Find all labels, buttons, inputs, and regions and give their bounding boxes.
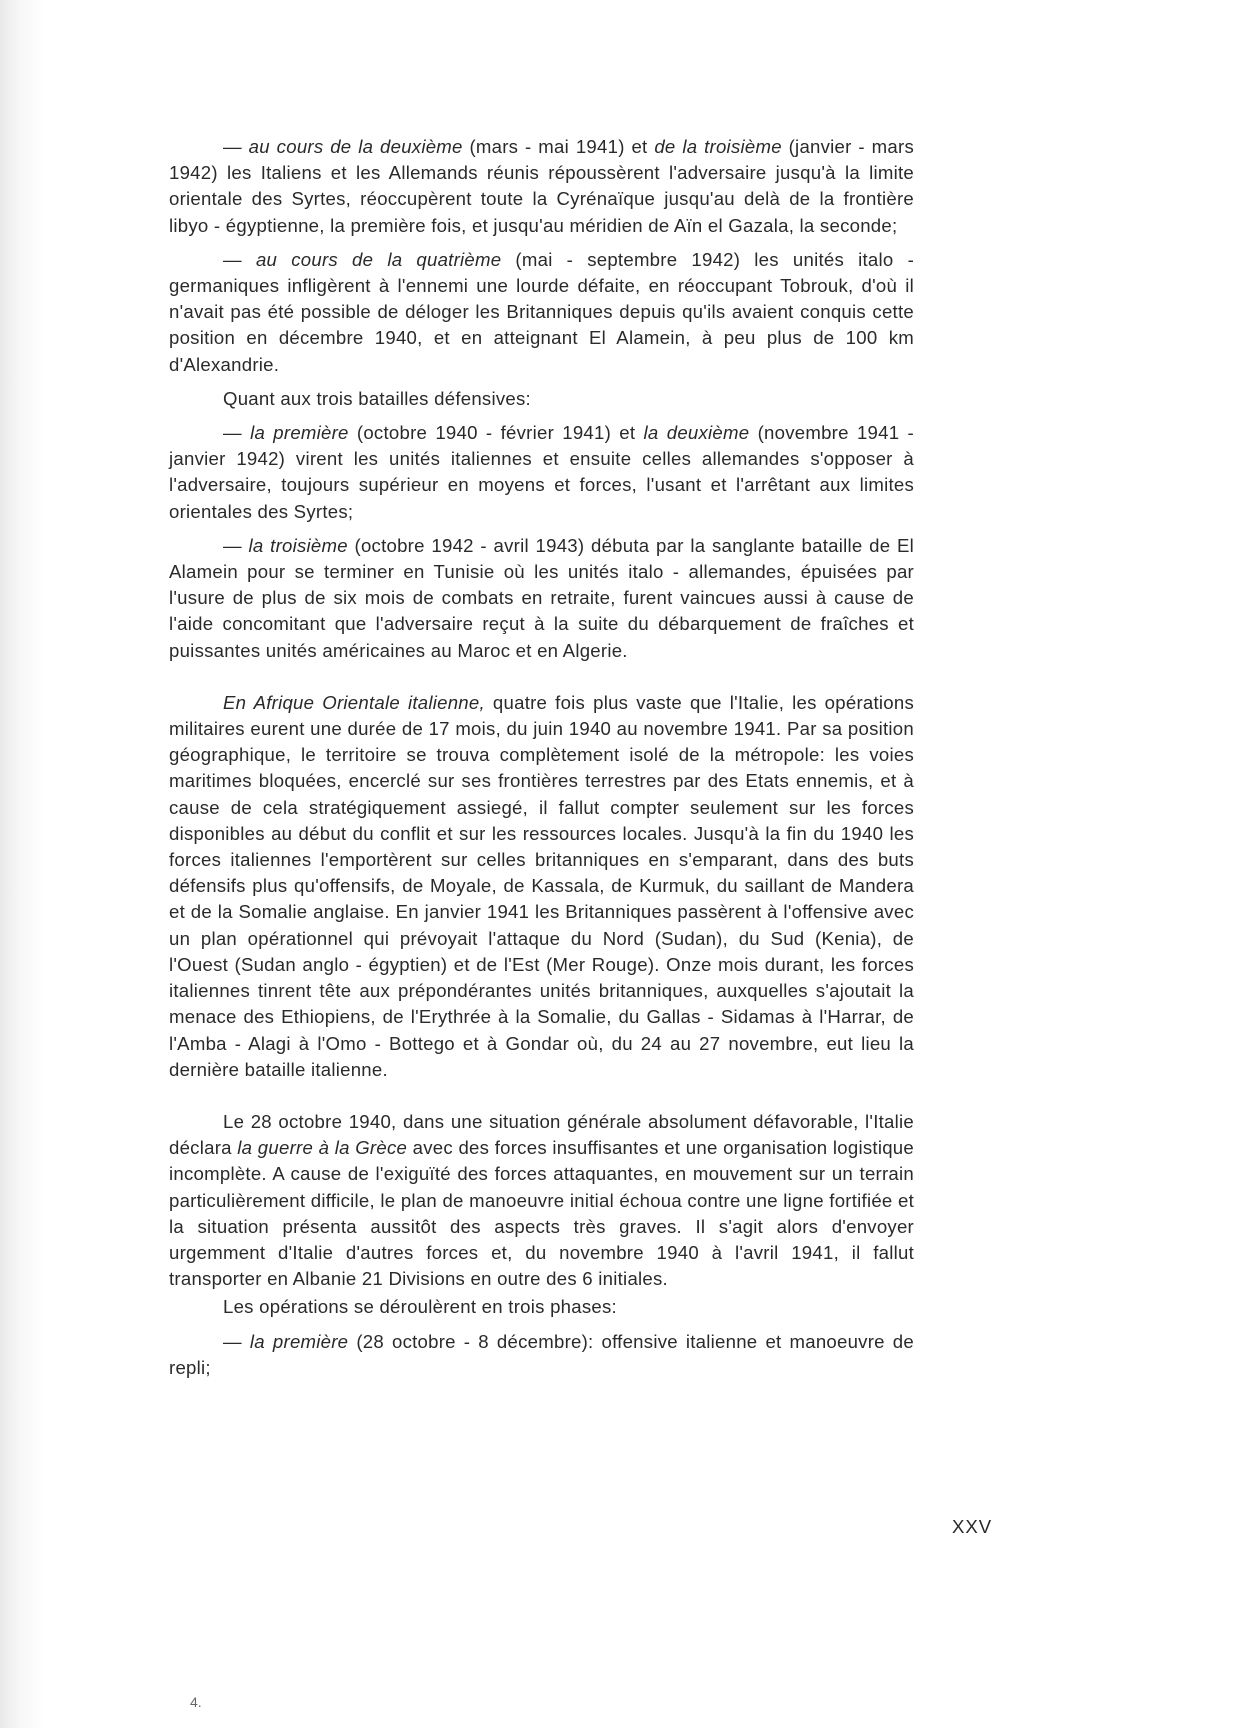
- signature-mark: 4.: [190, 1694, 202, 1710]
- paragraph: [169, 690, 914, 1083]
- italic-run: la première: [250, 422, 349, 444]
- text-run: (mars - mai 1941) et: [462, 136, 655, 157]
- page-number: XXV: [952, 1516, 993, 1537]
- text-run: (janvier - mars 1942) les Italiens et les Allemands réunis répoussèrent l'adversaire jusqu'à la limite orientale des Syrtes, réoccupèrent toute la Cyrénaïque jusqu'au delà de la frontière libyo - égyptienne, la première fois, et jusqu'au méridien de Aïn el Gazala, la seconde;: [169, 136, 914, 236]
- text-run: Le 28 octobre 1940, dans une situation générale absolument défavorable, l'Italie déclara: [169, 1110, 914, 1159]
- italic-run: En Afrique Orientale italienne,: [223, 691, 485, 713]
- paragraph: [169, 1329, 914, 1381]
- text-run: Les opérations se déroulèrent en trois phases:: [223, 1296, 617, 1318]
- body-text: [169, 134, 914, 1381]
- italic-run: la guerre à la Grèce: [237, 1137, 408, 1159]
- text-run: —: [223, 1330, 250, 1352]
- paragraph: [169, 134, 914, 239]
- italic-run: la deuxième: [643, 422, 750, 444]
- text-run: avec des forces insuffisantes et une organisation logistique incomplète. A cause de l'exiguïté des forces attaquantes, en mouvement sur un terrain particulièrement difficile, le plan de manoeuvre initial échoua contre une ligne fortifiée et la situation présenta aussitôt des aspects très graves. Il s'agit alors d'envoyer urgemment d'Italie d'autres forces et, du novembre 1940 à l'avril 1941, il fallut transporter en Albanie 21 Divisions en outre des 6 initiales.: [169, 1137, 914, 1290]
- text-run: —: [223, 136, 249, 157]
- text-run: (novembre 1941 - janvier 1942) virent les unités italiennes et ensuite celles allemandes s'opposer à l'adversaire, toujours supérieur en moyens et forces, l'usant et l'arrêtant aux limites orientales des Syrtes;: [169, 422, 914, 522]
- text-run: quatre fois plus vaste que l'Italie, les opérations militaires eurent une durée de 17 mois, du juin 1940 au novembre 1941. Par sa position géographique, le territoire se trouva complètement isolé de la métropole: les voies maritimes bloquées, encerclé sur ses frontières terrestres par des Etats ennemis, et à cause de cela stratégiquement assiegé, il fallut compter seulement sur les forces disponibles au début du conflit et sur les ressources locales. Jusqu'à la fin du 1940 les forces italiennes l'emportèrent sur celles britanniques en s'emparant, dans des buts défensifs plus qu'offensifs, de Moyale, de Kassala, de Kurmuk, du saillant de Mandera et de la Somalie anglaise. En janvier 1941 les Britanniques passèrent à l'offensive avec un plan opérationnel qui prévoyait l'attaque du Nord (Sudan), du Sud (Kenia), de l'Ouest (Sudan anglo - égyptien) et de l'Est (Mer Rouge). Onze mois durant, les forces italiennes tinrent tête aux prépondérantes unités britanniques, auxquelles s'ajoutait la menace des Ethiopiens, de l'Erythrée à la Somalie, du Gallas - Sidamas à l'Harrar, de l'Amba - Alagi à l'Omo - Bottego et à Gondar où, du 24 au 27 novembre, eut lieu la dernière bataille italienne.: [169, 691, 915, 1080]
- italic-run: la première: [249, 1330, 349, 1352]
- text-run: (octobre 1940 - février 1941) et: [348, 422, 644, 444]
- text-run: —: [223, 534, 249, 556]
- paragraph: [169, 1294, 914, 1320]
- paragraph: [169, 386, 914, 412]
- text-run: (28 octobre - 8 décembre): offensive italienne et manoeuvre de repli;: [169, 1330, 914, 1378]
- italic-run: au cours de la quatrième: [255, 248, 502, 270]
- paragraph: [169, 1109, 914, 1292]
- italic-run: de la troisième: [654, 136, 782, 157]
- text-run: —: [223, 248, 256, 270]
- text-run: Quant aux trois batailles défensives:: [223, 387, 531, 409]
- text-run: —: [223, 422, 251, 444]
- italic-run: la troisième: [248, 534, 348, 556]
- italic-run: au cours de la deuxième: [248, 136, 463, 157]
- text-run: (octobre 1942 - avril 1943) débuta par la sanglante bataille de El Alamein pour se terminer en Tunisie où les unités italo - allemandes, épuisées par l'usure de plus de six mois de combats en retraite, furent vaincues aussi à cause de l'aide concomitant que l'adversaire reçut à la suite du débarquement de fraîches et puissantes unités américaines au Maroc et en Algerie.: [169, 534, 914, 661]
- paragraph: [169, 420, 914, 525]
- text-run: (mai - septembre 1942) les unités italo - germaniques infligèrent à l'ennemi une lourde défaite, en réoccupant Tobrouk, d'où il n'avait pas été possible de déloger les Britanniques depuis qu'ils avaient conquis cette position en décembre 1940, et en atteignant El Alamein, à peu plus de 100 km d'Alexandrie.: [169, 248, 915, 375]
- paragraph: [169, 533, 914, 664]
- paragraph: [169, 247, 914, 378]
